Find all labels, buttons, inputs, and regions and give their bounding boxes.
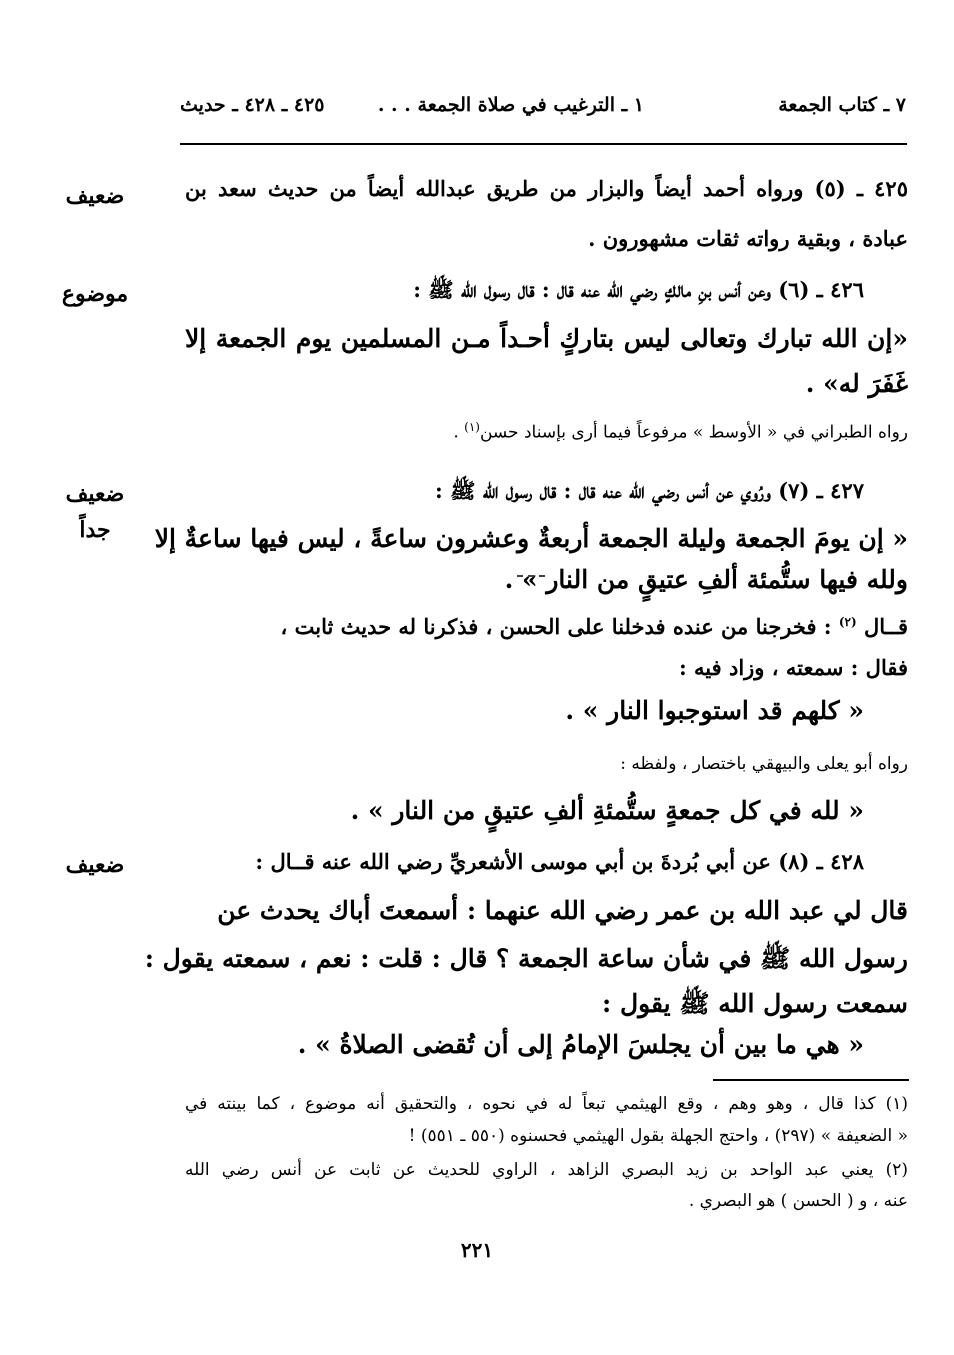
source-text: رواه الطبراني في « الأوسط » مرفوعاً فيما أرى بإسناد حسن [479,422,908,443]
grade-label-continued: جداً [79,517,111,543]
grade-label: ضعيف [65,852,125,878]
grade-label: موضوع [61,281,129,307]
narration-text: : فخرجنا من عنده فدخلنا على الحسن ، فذكرنا له حديث ثابت ، [280,614,839,639]
header-chapter-title: ١ ـ الترغيب في صلاة الجمعة . . . [377,94,644,116]
hadith-425-line-2: عبادة ، وبقية رواته ثقات مشهورون . [588,226,908,251]
header-book-title: ٧ ـ كتاب الجمعة [778,94,906,116]
hadith-426-text-line-1: «إن الله تبارك وتعالى ليس بتاركٍ أحـداً مـن المسلمين يوم الجمعة إلا [185,324,908,353]
hadith-427-text-line-1: « إن يومَ الجمعة وليلة الجمعة أربعةٌ وعشرون ساعةً ، ليس فيها ساعةٌ إلا [154,524,908,553]
footnote-2-line-2: عنه ، و ( الحسن ) هو البصري . [688,1191,908,1211]
page-number: ٢٢١ [460,1238,494,1262]
hadith-426-intro: ٤٢٦ ـ (٦) وعن أنس بنِ مالكٍ رضي الله عنه قال : قال رسول الله ﷺ : [413,277,864,302]
hadith-427-narration-line-2: فقال : سمعته ، وزاد فيه : [678,655,908,680]
hadith-427-text-line-2: ولله فيها ستُّمئة ألفِ عتيقٍ من النار » . [504,565,908,594]
footnote-1-line-1: (١) كذا قال ، وهو وهم ، وقع الهيثمي تبعاً له في نحوه ، والتحقيق أنه موضوع ، كما بينته في [185,1094,908,1114]
header-hadith-range: ٤٢٥ ـ ٤٢٨ ـ حديث [180,94,325,116]
hadith-428-line-3: سمعت رسول الله ﷺ يقول : [602,989,908,1018]
source-end: . [453,422,465,443]
footnote-divider [713,1079,909,1081]
hadith-427-narration-line-1 [185,614,908,639]
footnote-ref-2[interactable]: (٢) [838,615,857,629]
grade-425 [40,178,150,214]
grade-label: ضعيف [65,183,125,209]
hadith-427-addition: « كلهم قد استوجبوا النار » . [565,696,864,725]
grade-label: ضعيف [65,481,125,507]
grade-427 [40,476,150,548]
hadith-428-line-2: رسول الله ﷺ في شأن ساعة الجمعة ؟ قال : قلت : نعم ، سمعته يقول : [144,944,908,973]
footnote-1-line-2: « الضعيفة » (٢٩٧) ، واحتج الجهلة بقول الهيثمي فحسنوه (٥٥٠ ـ ٥٥١) ! [408,1126,908,1146]
footnote-ref-1[interactable]: (١) [464,420,480,434]
hadith-428-line-1: قال لي عبد الله بن عمر رضي الله عنهما : أسمعتَ أباك يحدث عن [217,896,908,925]
grade-428 [40,847,150,883]
narration-prefix: قــال [856,614,908,639]
footnote-2-line-1: (٢) يعني عبد الواحد بن زيد البصري الزاهد ، الراوي للحديث عن ثابت عن أنس رضي الله [185,1160,908,1180]
running-header [180,94,906,124]
hadith-427-source: رواه أبو يعلى والبيهقي باختصار ، ولفظه : [620,754,908,774]
ornamental-dash [517,575,545,579]
hadith-425-line-1: ٤٢٥ ـ (٥) ورواه أحمد أيضاً والبزار من طريق عبدالله أيضاً من حديث سعد بن [185,176,908,201]
header-divider [180,143,907,145]
hadith-428-text: « هي ما بين أن يجلسَ الإمامُ إلى أن تُقضى الصلاةُ » . [297,1030,864,1059]
hadith-426-source [453,420,908,443]
hadith-428-intro: ٤٢٨ ـ (٨) عن أبي بُردةَ بن أبي موسى الأشعريِّ رضي الله عنه قــال : [255,849,864,874]
hadith-427-intro: ٤٢٧ ـ (٧) ورُوي عن أنس رضي الله عنه قال : قال رسول الله ﷺ : [435,478,864,503]
hadith-426-text-line-2: غَفَرَ له» . [805,369,908,398]
hadith-427-variant: « لله في كل جمعةٍ ستُّمئةِ ألفِ عتيقٍ من النار » . [350,796,864,825]
grade-426 [40,276,150,312]
